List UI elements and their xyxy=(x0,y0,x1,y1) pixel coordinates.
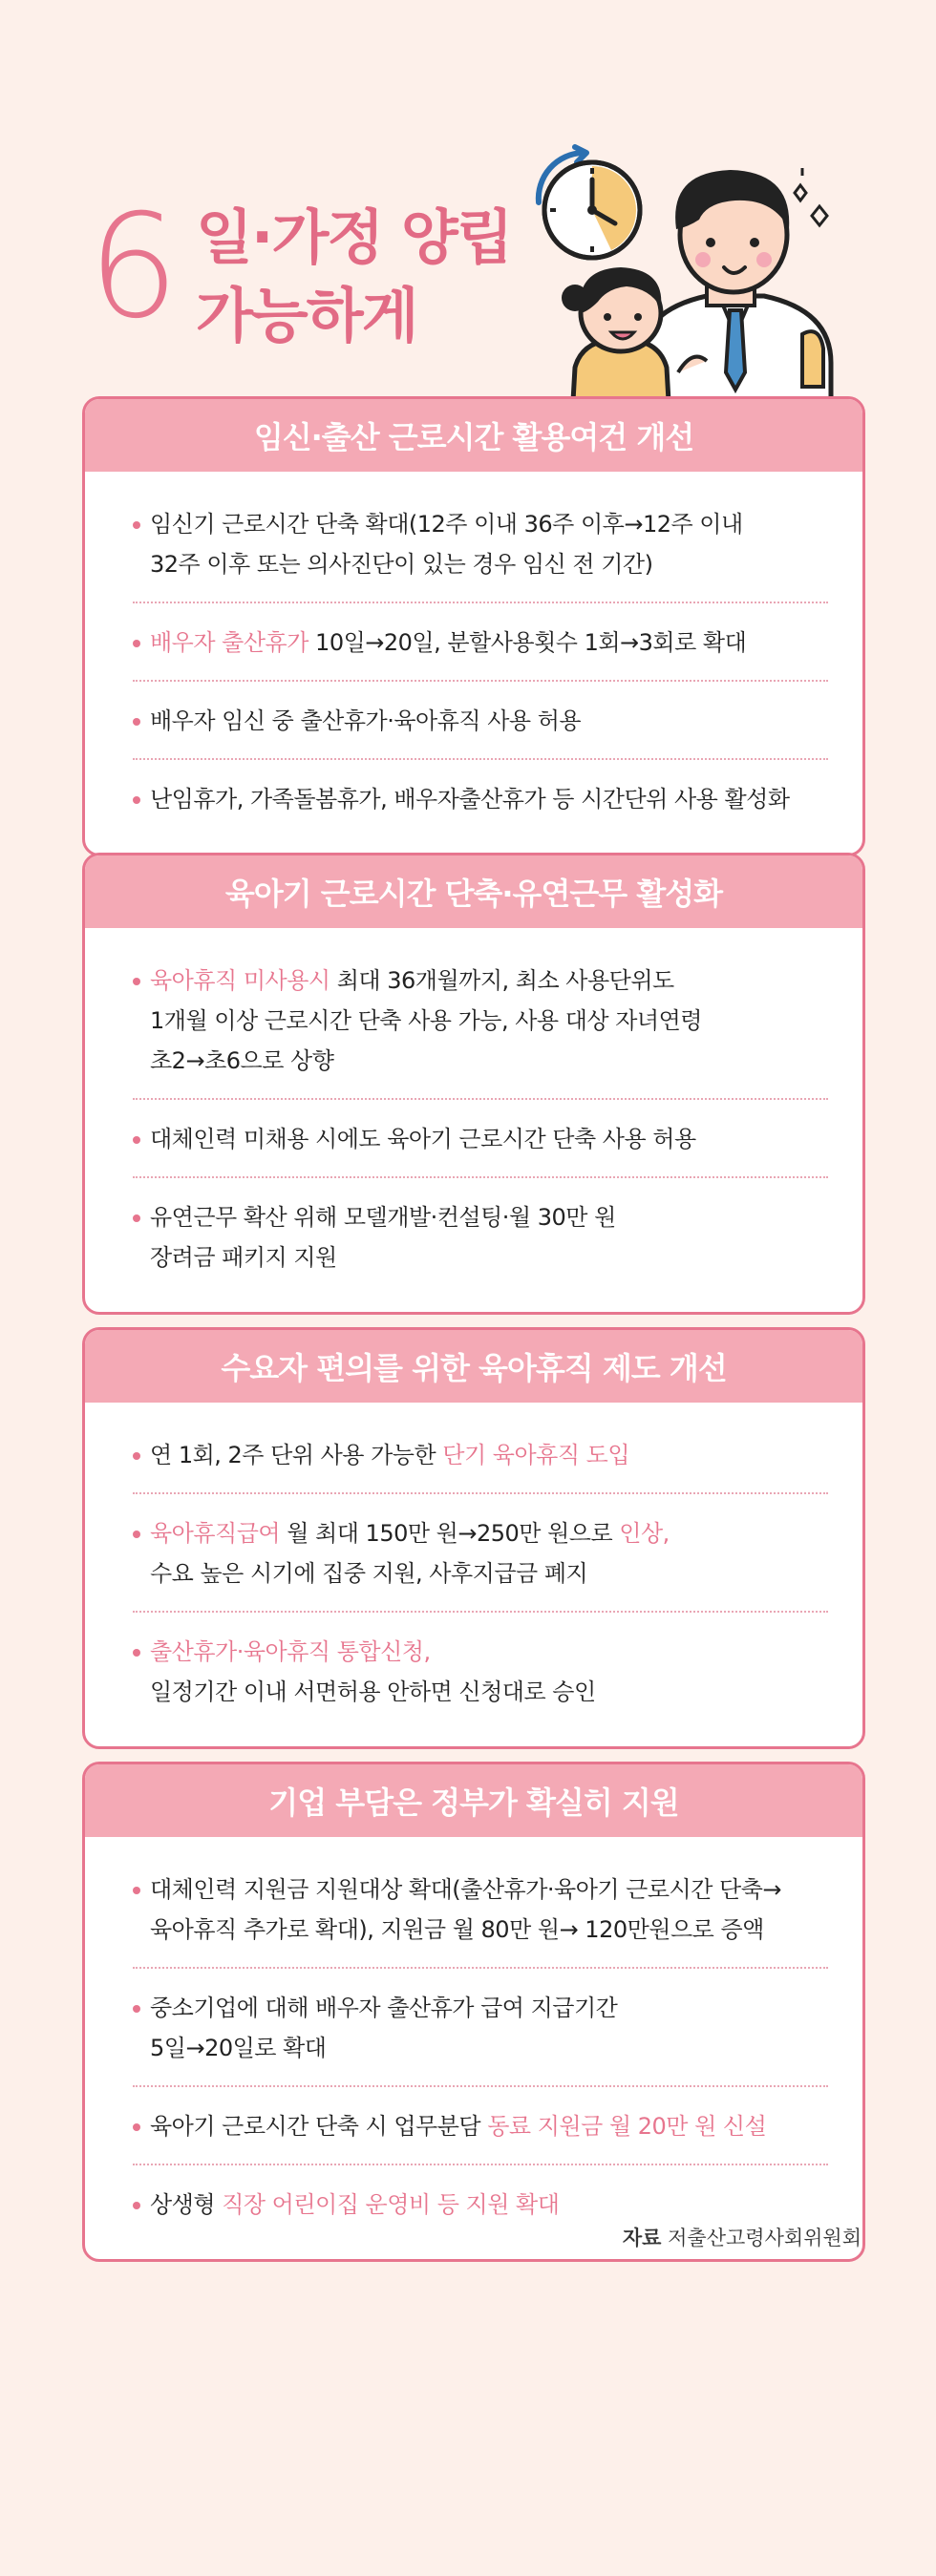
section-title: 임신·출산 근로시간 활용여건 개선 xyxy=(85,399,862,472)
list-item xyxy=(133,1416,828,1494)
highlight-text: 단기 육아휴직 도입 xyxy=(442,1442,630,1468)
list-item: 배우자 임신 중 출산휴가·육아휴직 사용 허용 xyxy=(133,682,828,760)
list-item: 난임휴가, 가족돌봄휴가, 배우자출산휴가 등 시간단위 사용 활성화 xyxy=(133,760,828,836)
item-line: 장려금 패키지 지원 xyxy=(150,1244,337,1271)
highlight-text: 인상, xyxy=(619,1520,670,1547)
section-title: 수요자 편의를 위한 육아휴직 제도 개선 xyxy=(85,1330,862,1403)
section-title: 육아기 근로시간 단축·유연근무 활성화 xyxy=(85,855,862,928)
list-item xyxy=(133,1178,828,1295)
item-line: 수요 높은 시기에 집중 지원, 사후지급금 폐지 xyxy=(150,1560,588,1587)
item-text: 최대 36개월까지, 최소 사용단위도 xyxy=(330,967,674,994)
highlight-text: 육아휴직급여 xyxy=(150,1520,281,1547)
item-line: 초2→초6으로 상향 xyxy=(150,1047,334,1074)
section-title: 기업 부담은 정부가 확실히 지원 xyxy=(85,1764,862,1837)
source-label: 자료 xyxy=(622,2227,662,2249)
item-line: 32주 이후 또는 의사진단이 있는 경우 임신 전 기간) xyxy=(150,551,653,578)
item-line: 중소기업에 대해 배우자 출산휴가 급여 지급기간 xyxy=(150,1995,618,2021)
item-line: 대체인력 지원금 지원대상 확대(출산휴가·육아기 근로시간 단축→ xyxy=(150,1876,782,1903)
item-line: 육아휴직 추가로 확대), 지원금 월 80만 원→ 120만원으로 증액 xyxy=(150,1916,764,1943)
item-text: 상생형 xyxy=(150,2191,223,2218)
section-list xyxy=(85,472,862,854)
list-item xyxy=(133,1613,828,1729)
list-item: 대체인력 미채용 시에도 육아기 근로시간 단축 사용 허용 xyxy=(133,1100,828,1178)
list-item xyxy=(133,2087,828,2165)
page-header xyxy=(0,0,936,401)
item-text: 육아기 근로시간 단축 시 업무분담 xyxy=(150,2113,488,2140)
highlight-text: 동료 지원금 월 20만 원 신설 xyxy=(487,2113,767,2140)
source-credit xyxy=(623,2223,862,2251)
section-card-3 xyxy=(82,1327,865,1749)
section-list xyxy=(85,1403,862,1746)
item-line: 임신기 근로시간 단축 확대(12주 이내 36주 이후→12주 이내 xyxy=(150,511,743,538)
section-card-4 xyxy=(82,1762,865,2262)
clock-icon xyxy=(539,147,640,258)
highlight-text: 직장 어린이집 운영비 등 지원 확대 xyxy=(222,2191,560,2218)
list-item xyxy=(133,603,828,682)
page-title-line1: 일·가정 양립 xyxy=(196,202,512,272)
item-text: 연 1회, 2주 단위 사용 가능한 xyxy=(150,1442,443,1468)
family-illustration xyxy=(516,143,907,401)
list-item xyxy=(133,1850,828,1969)
list-item xyxy=(133,1969,828,2087)
sparkle-icon xyxy=(795,168,827,225)
item-line: 일정기간 이내 서면허용 안하면 신청대로 승인 xyxy=(150,1679,596,1705)
section-list xyxy=(85,928,862,1312)
list-item xyxy=(133,485,828,603)
item-line xyxy=(150,961,828,1001)
item-text: 월 최대 150만 원→250만 원으로 xyxy=(280,1520,620,1547)
item-line: 5일→20일로 확대 xyxy=(150,2035,327,2061)
list-item xyxy=(133,941,828,1100)
section-card-2 xyxy=(82,853,865,1315)
item-text: 10일→20일, 분할사용횟수 1회→3회로 확대 xyxy=(308,629,747,656)
section-number: 6 xyxy=(88,184,180,350)
page-title-line2: 가능하게 xyxy=(196,281,417,350)
item-line: 유연근무 확산 위해 모델개발·컨설팅·월 30만 원 xyxy=(150,1204,616,1231)
section-list xyxy=(85,1837,862,2259)
list-item xyxy=(133,1494,828,1613)
item-line xyxy=(150,1513,828,1553)
item-line: 1개월 이상 근로시간 단축 사용 가능, 사용 대상 자녀연령 xyxy=(150,1007,702,1034)
section-card-1 xyxy=(82,396,865,856)
highlight-text: 출산휴가·육아휴직 통합신청, xyxy=(150,1638,431,1665)
highlight-text: 배우자 출산휴가 xyxy=(150,629,308,656)
source-value: 저출산고령사회위원회 xyxy=(668,2227,862,2249)
highlight-text: 육아휴직 미사용시 xyxy=(150,967,330,994)
